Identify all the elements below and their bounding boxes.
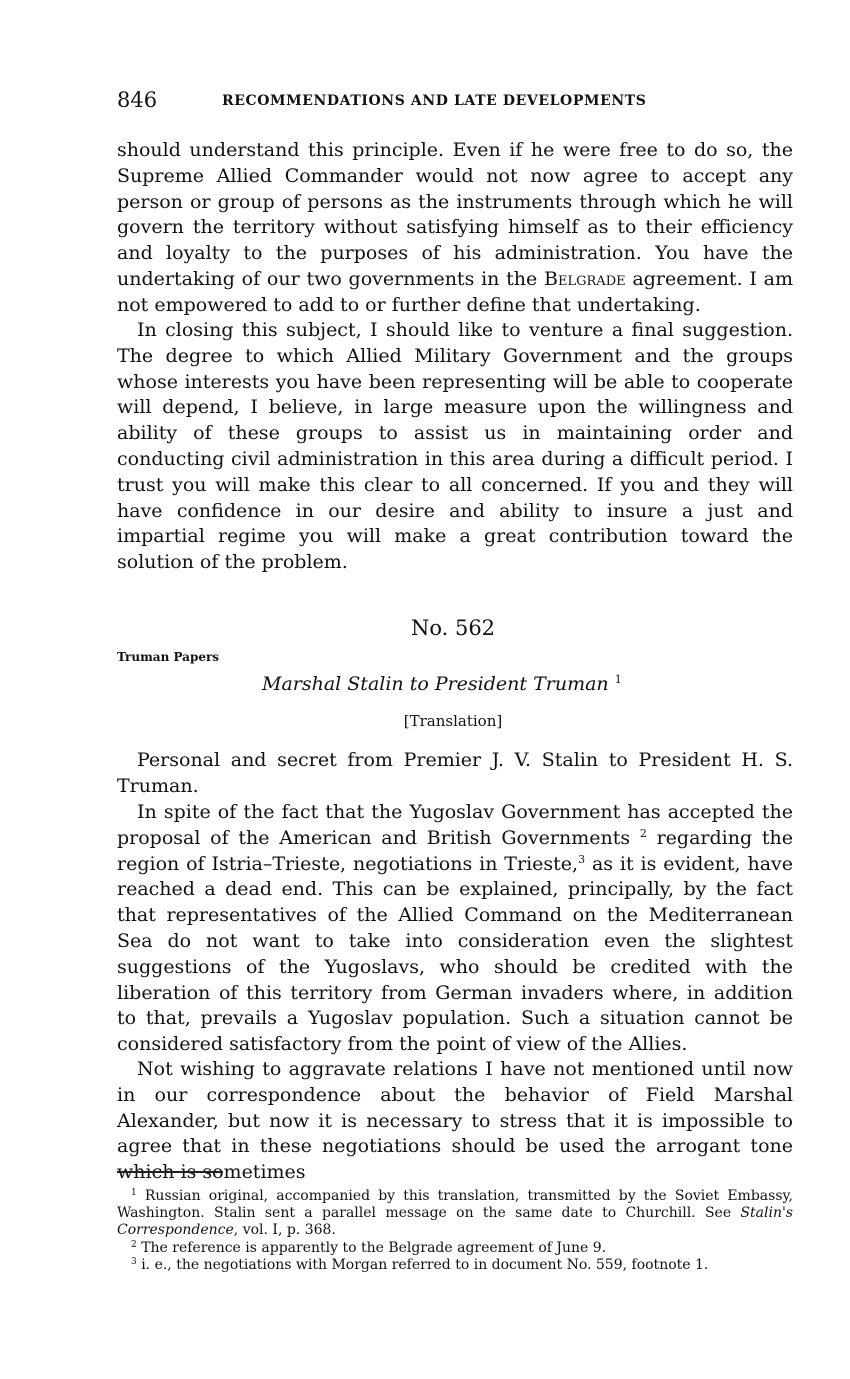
footnote-2-mark: 2 bbox=[131, 1240, 137, 1250]
paragraph-4-a: In spite of the fact that the Yugoslav Government has accepted the proposal of the American and British Governments bbox=[117, 801, 793, 849]
footnote-1-italic: Stalin's Correspondence bbox=[117, 1205, 793, 1239]
footnote-2 bbox=[117, 1240, 793, 1257]
document-number: No. 562 bbox=[410, 616, 496, 640]
translation-label: [Translation] bbox=[403, 712, 503, 730]
paragraph-3: Personal and secret from Premier J. V. Stalin to President H. S. Truman. bbox=[117, 749, 793, 797]
footnote-3-text: i. e., the negotiations with Morgan referred to in document No. 559, footnote 1. bbox=[141, 1257, 709, 1273]
footnote-1-text-a: Russian original, accompanied by this translation, transmitted by the Soviet Embassy, Washington. Stalin sent a parallel message on the same date to Churchill. See bbox=[117, 1188, 794, 1222]
running-title: RECOMMENDATIONS AND LATE DEVELOPMENTS bbox=[222, 93, 647, 109]
footnote-1-mark: 1 bbox=[131, 1188, 137, 1198]
paragraph-1-text: should understand this principle. Even if he were free to do so, the Supreme Allied Commander would not now agree to accept any person or group of persons as the instruments through which he will govern the territory without satisfying himself as to their efficiency and loyalty to the purposes of his administration. You have the undertaking of our two governments in the bbox=[117, 139, 793, 290]
paragraph-4-b: regarding the region of Istria–Trieste, negotiations in Trieste, bbox=[117, 826, 793, 875]
footnote-1-text-b: , vol. I, p. 368. bbox=[233, 1222, 336, 1239]
paragraph-1-end: agreement. I am not empowered to add to or further define that undertaking. bbox=[117, 267, 793, 316]
footnote-ref-1: 1 bbox=[614, 673, 622, 686]
belgrade-smallcaps: Belgrade bbox=[544, 267, 626, 290]
running-head bbox=[117, 88, 793, 118]
document-title-text: Marshal Stalin to President Truman bbox=[262, 673, 609, 695]
document-source: Truman Papers bbox=[117, 650, 220, 664]
footnote-1 bbox=[117, 1188, 793, 1240]
paragraph-2: In closing this subject, I should like to venture a final suggestion. The degree to which Allied Military Government and the groups whose interests you have been representing will be able to cooperate will depend, I believe, in large measure upon the willingness and ability of these groups to assist us in maintaining order and conducting civil administration in this area during a difficult period. I trust you will make this clear to all concerned. If you and they will have confidence in our desire and ability to insure a just and impartial regime you will make a great contribution toward the solution of the problem. bbox=[117, 319, 793, 574]
paragraph-4 bbox=[117, 800, 793, 1058]
footnote-ref-3: 3 bbox=[578, 852, 586, 866]
paragraph-5: Not wishing to aggravate relations I have not mentioned until now in our correspondence about the behavior of Field Marshal Alexander, but now it is necessary to stress that it is impossible to agree that in these negotiations should be used the arrogant tone which is sometimes bbox=[117, 1058, 793, 1184]
footnote-2-text: The reference is apparently to the Belgrade agreement of June 9. bbox=[141, 1240, 607, 1256]
page-number: 846 bbox=[117, 88, 158, 112]
footnote-divider bbox=[117, 1171, 223, 1173]
paragraph-4-c: as it is evident, have reached a dead end. This can be explained, principally, by the fact that representatives of the Allied Command on the Mediterranean Sea do not want to take into consideration even the slightest suggestions of the Yugoslavs, who should be credited with the liberation of this territory from German invaders where, in addition to that, prevails a Yugoslav population. Such a situation cannot be considered satisfactory from the point of view of the Allies. bbox=[117, 852, 793, 1056]
footnote-3 bbox=[117, 1257, 793, 1274]
footnote-ref-2: 2 bbox=[639, 826, 647, 840]
paragraph-1 bbox=[117, 138, 793, 319]
footnote-3-mark: 3 bbox=[131, 1257, 137, 1267]
document-title bbox=[262, 673, 622, 695]
